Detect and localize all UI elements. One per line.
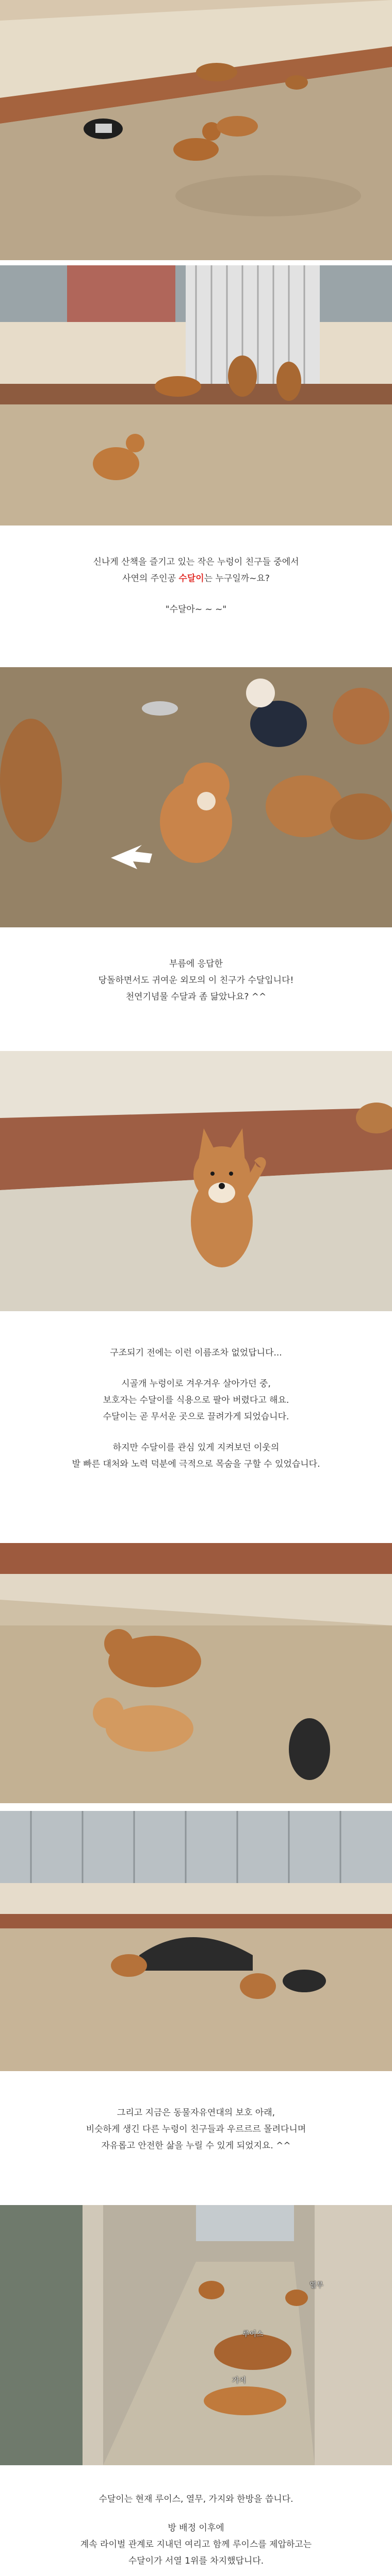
caption-intro: [0, 554, 392, 618]
caption-line: 부름에 응답한: [169, 959, 223, 969]
caption-roommates: [0, 2491, 392, 2569]
caption-line: 보호자는 수달이를 식용으로 팔아 버렸다고 해요.: [103, 1395, 289, 1405]
caption-line: 하지만 수달이를 관심 있게 지켜보던 이웃의: [112, 1443, 280, 1453]
dog-label-gaji: 가지: [232, 2377, 247, 2385]
caption-line: [0, 570, 392, 587]
photo-dogs-courtyard: [0, 0, 392, 260]
dog-label-yeolmu: 열무: [309, 2281, 324, 2290]
photo-dogs-gate: [0, 265, 392, 526]
caption-line: 그리고 지금은 동물자유연대의 보호 아래,: [117, 2108, 275, 2118]
caption-line: 구조되기 전에는 이런 이름조차 없었답니다...: [110, 1348, 282, 1358]
caption-line: 당돌하면서도 귀여운 외모의 이 친구가 수달입니다!: [98, 975, 294, 986]
caption-line: 비슷하게 생긴 다른 누렁이 친구들과 우르르르 몰려다니며: [86, 2124, 306, 2134]
caption-text: 는 누구일까~요?: [204, 573, 270, 584]
caption-line: 방 배정 이후에: [168, 2523, 224, 2533]
caption-line: 수달이가 서열 1위를 차지했답니다.: [128, 2556, 264, 2566]
caption-line: 시골개 누렁이로 겨우겨우 살아가던 중,: [121, 1379, 271, 1389]
photo-dogs-playing: [0, 1543, 392, 1803]
photo-sudal-arrow: [0, 667, 392, 927]
photo-sudal-portrait: [0, 1051, 392, 1311]
caption-reveal: [0, 956, 392, 1005]
caption-quote: "수달아~ ~ ~": [165, 604, 227, 615]
dog-label-louis: 루이스: [242, 2330, 264, 2338]
caption-line: 발 빠른 대처와 노력 덕분에 극적으로 목숨을 구할 수 있었습니다.: [72, 1459, 320, 1469]
caption-line: 수달이는 곧 무서운 곳으로 끌려가게 되었습니다.: [103, 1412, 289, 1422]
photo-dogs-tunnel: [0, 1811, 392, 2071]
caption-line: 수달이는 현재 루이스, 열무, 가지와 한방을 씁니다.: [99, 2494, 293, 2504]
caption-line: 자유롭고 안전한 삶을 누릴 수 있게 되었지요. ^^: [101, 2141, 291, 2151]
caption-line: 신나게 산책을 즐기고 있는 작은 누렁이 친구들 중에서: [93, 557, 299, 567]
caption-backstory: [0, 1345, 392, 1472]
caption-line: 계속 라이벌 관계로 지내던 여리고 함께 루이스를 제압하고는: [80, 2539, 312, 2550]
caption-now: [0, 2105, 392, 2154]
caption-line: 천연기념물 수달과 좀 닮았나요? ^^: [125, 992, 267, 1002]
photo-room-mates: [0, 2205, 392, 2465]
highlight-name: 수달이: [178, 573, 204, 584]
caption-text: 사연의 주인공: [122, 573, 179, 584]
